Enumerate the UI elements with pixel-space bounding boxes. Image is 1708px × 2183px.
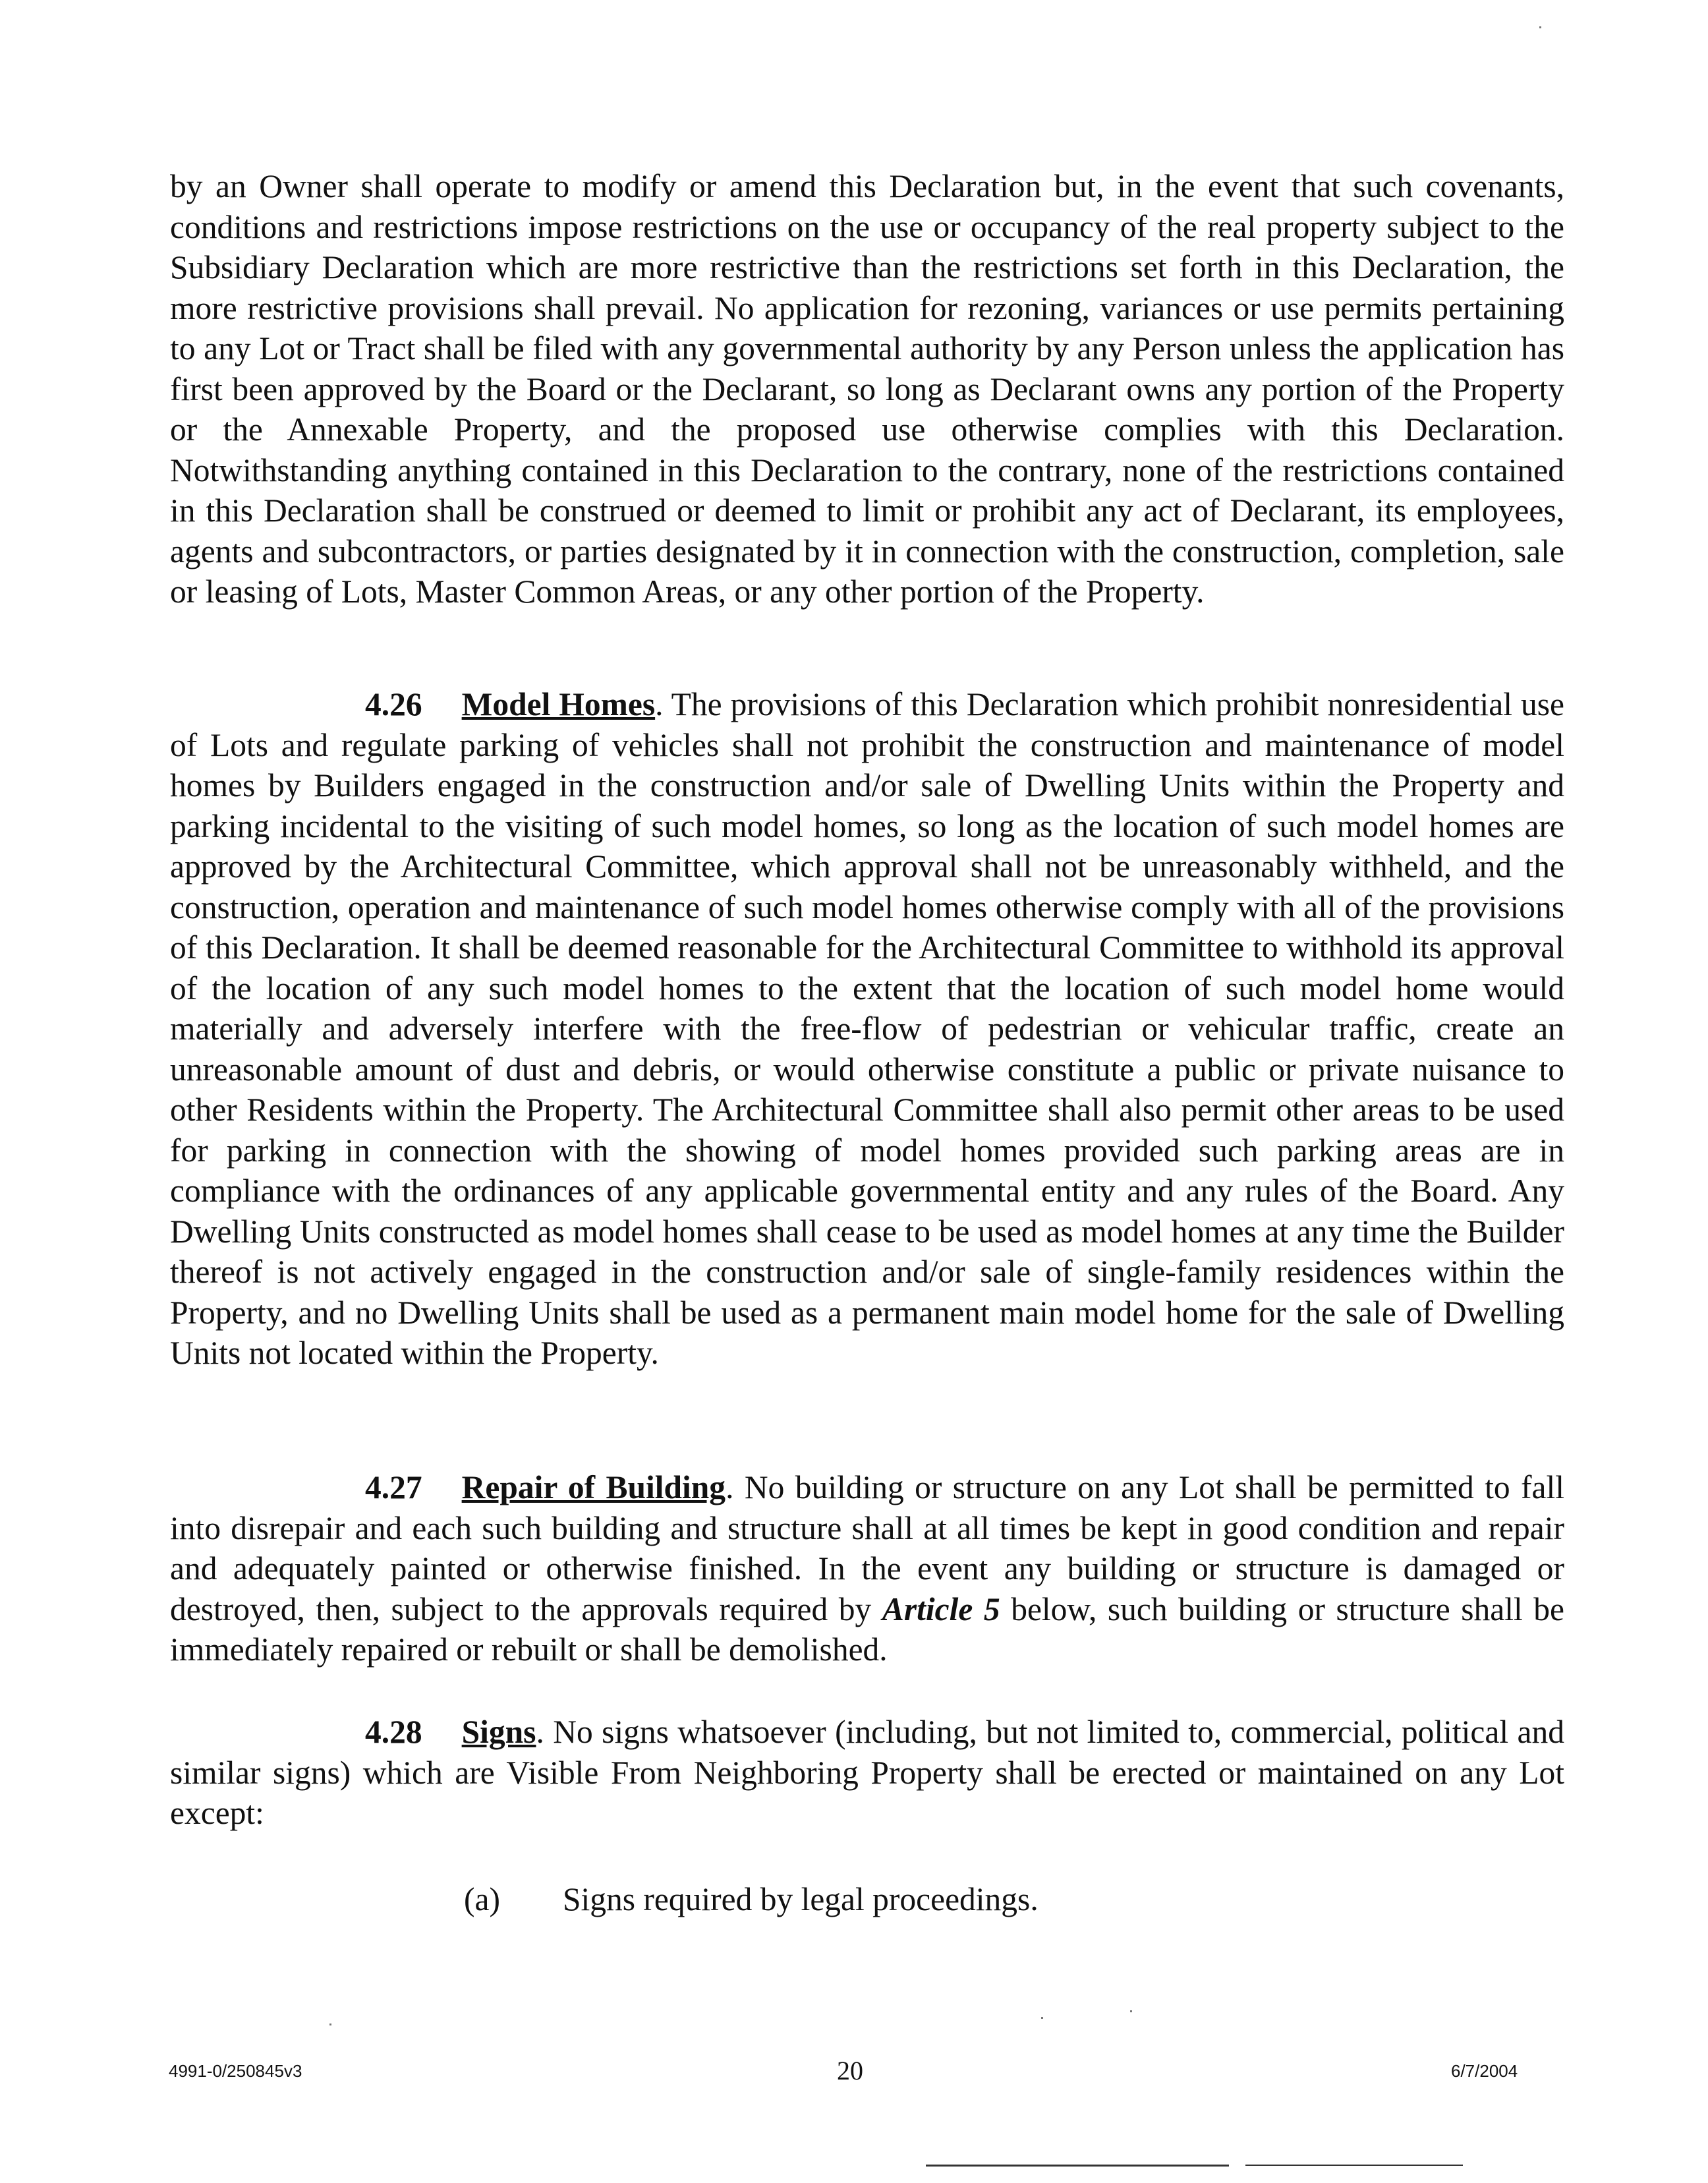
article-reference: Article 5 <box>882 1590 1000 1627</box>
footer-page-number: 20 <box>837 2056 863 2085</box>
footer-date: 6/7/2004 <box>1451 2061 1518 2081</box>
scan-speck <box>1130 2010 1132 2012</box>
scan-speck <box>1041 2017 1043 2019</box>
section-number: 4.27 <box>365 1469 422 1505</box>
list-item-marker: (a) <box>464 1881 500 1917</box>
section-title: Model Homes <box>461 686 656 722</box>
section-title: Repair of Building <box>461 1469 726 1505</box>
section-4-26 <box>170 684 1564 1374</box>
section-body: . The provisions of this Declaration which prohibit nonresidential use of Lots and regulate parking of vehicles shall not prohibit the construction and maintenance of model homes by Builders engaged in the construction and/or sale of Dwelling Units within the Property and parking incidental to the visiting of such model homes, so long as the location of such model homes are approved by the Architectural Committee, which approval shall not be unreasonably withheld, and the construction, operation and maintenance of such model homes otherwise comply with all of the provisions of this Declaration. It shall be deemed reasonable for the Architectural Committee to withhold its approval of the location of any such model homes to the extent that the location of such model home would materially and adversely interfere with the free-flow of pedestrian or vehicular traffic, create an unreasonable amount of dust and debris, or would otherwise constitute a public or private nuisance to other Residents within the Property. The Architectural Committee shall also permit other areas to be used for parking in connection with the showing of model homes provided such parking areas are in compliance with the ordinances of any applicable governmental entity and any rules of the Board. Any Dwelling Units constructed as model homes shall cease to be used as model homes at any time the Builder thereof is not actively engaged in the construction and/or sale of single-family residences within the Property, and no Dwelling Units shall be used as a permanent main model home for the sale of Dwelling Units not located within the Property. <box>170 686 1564 1371</box>
section-number: 4.26 <box>365 686 422 722</box>
section-body: . No building or structure on any Lot shall be permitted to fall into disrepair and each such building and structure shall at all times be kept in good condition and repair and adequately painted or otherwise finished. In the event any building or structure is damaged or destroyed, then, subject to the approvals required by <box>170 1469 1564 1627</box>
scan-speck <box>1539 26 1541 28</box>
scan-artifact-line <box>1245 2165 1463 2166</box>
scan-artifact-line <box>926 2165 1229 2167</box>
footer-doc-id: 4991-0/250845v3 <box>169 2061 302 2081</box>
section-4-27 <box>170 1467 1564 1670</box>
scan-speck <box>329 2023 331 2025</box>
section-body-continued: below, such building or structure shall be immediately repaired or rebuilt or shall be demolished. <box>170 1590 1564 1668</box>
section-title: Signs <box>461 1714 536 1750</box>
section-body: . No signs whatsoever (including, but not limited to, commercial, political and similar signs) which are Visible From Neighboring Property shall be erected or maintained on any Lot except: <box>170 1714 1564 1831</box>
list-item <box>464 1879 1039 1920</box>
list-item-text: Signs required by legal proceedings. <box>563 1881 1039 1917</box>
section-4-28 <box>170 1712 1564 1834</box>
paragraph-continuation: by an Owner shall operate to modify or amend this Declaration but, in the event that such covenants, conditions and restrictions impose restrictions on the use or occupancy of the real property subject to the Subsidiary Declaration which are more restrictive than the restrictions set forth in this Declaration, the more restrictive provisions shall prevail. No application for rezoning, variances or use permits pertaining to any Lot or Tract shall be filed with any governmental authority by any Person unless the application has first been approved by the Board or the Declarant, so long as Declarant owns any portion of the Property or the Annexable Property, and the proposed use otherwise complies with this Declaration. Notwithstanding anything contained in this Declaration to the contrary, none of the restrictions contained in this Declaration shall be construed or deemed to limit or prohibit any act of Declarant, its employees, agents and subcontractors, or parties designated by it in connection with the construction, completion, sale or leasing of Lots, Master Common Areas, or any other portion of the Property. <box>170 168 1564 610</box>
section-number: 4.28 <box>365 1714 422 1750</box>
